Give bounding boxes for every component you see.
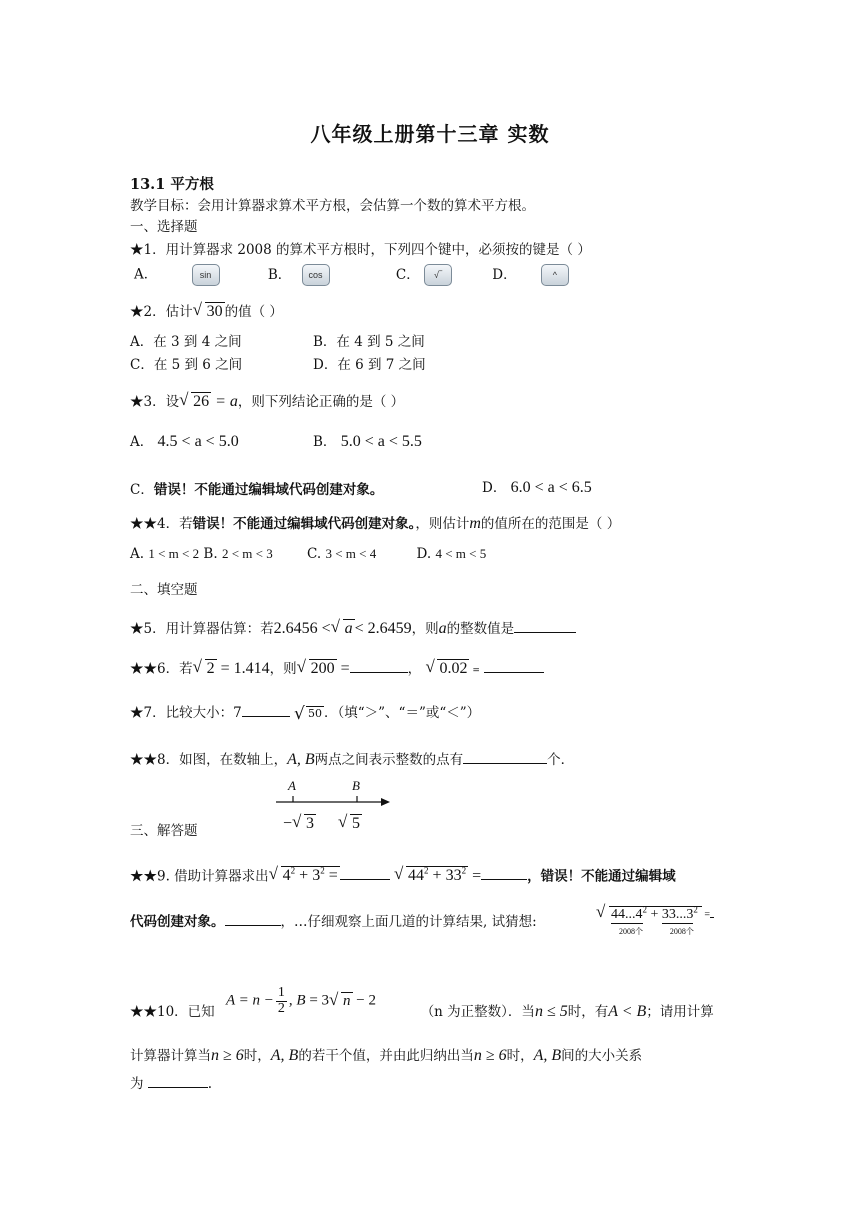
q9-base1: 4	[282, 867, 291, 885]
q2-opt-c: C．在 5 到 6 之间	[130, 357, 243, 373]
q2-pre: ★2．估计	[130, 304, 193, 320]
q6-radicand3: 0.02	[439, 660, 468, 677]
q6-stem	[130, 659, 544, 679]
q10-line2a: 计算器计算当	[130, 1048, 211, 1064]
q6-answer-blank-1[interactable]	[350, 672, 408, 673]
q9-answer-blank-3[interactable]	[225, 925, 281, 926]
q10-line2d: 时，	[506, 1048, 534, 1064]
q3-a-label: A．	[130, 434, 154, 450]
q7-answer-blank[interactable]	[242, 716, 290, 717]
q9-gexp2: 2	[693, 904, 698, 914]
q5-right: < 2.6459	[354, 620, 412, 637]
q6-sqrt2	[298, 659, 337, 679]
q5-radicand: a	[344, 620, 353, 637]
radicand-5: 5	[352, 815, 360, 832]
q7-post: ．（填“＞”、“＝”或“＜”）	[323, 705, 481, 721]
q9-count1: 2008个	[619, 926, 643, 936]
sqrt5	[339, 814, 362, 834]
part2-heading: 二、填空题	[130, 582, 198, 598]
q9-gplus: +	[647, 906, 662, 922]
q10-var-a: A	[226, 992, 235, 1009]
q9-exp4: 2	[461, 866, 467, 876]
q9-answer-blank-1[interactable]	[340, 879, 390, 880]
q4-stem	[130, 514, 620, 534]
q1-options	[134, 264, 569, 286]
q9-base4: 33	[445, 867, 462, 885]
q6-radicand1: 2	[206, 660, 215, 677]
sqrt3	[293, 814, 316, 834]
q1-opt-d: D．	[492, 266, 517, 283]
q10-eq-a: = n −	[234, 992, 274, 1009]
q9-error: ，错误！不能通过编辑域	[527, 868, 676, 885]
q10-frac-num: 1	[277, 985, 285, 1000]
q1-stem: ★1．用计算器求 2008 的算术平方根时，下列四个键中，必须按的键是（ ）	[130, 242, 591, 258]
q3-opt-a	[130, 432, 239, 452]
q10-line3-text: 为	[130, 1076, 144, 1092]
q8-pre: ★★8．如图，在数轴上，	[130, 752, 288, 768]
q9-radicand1	[281, 866, 340, 884]
q9-plus2: +	[428, 867, 446, 885]
q9-line2	[130, 914, 537, 931]
q10-line3: 为 .	[130, 1076, 213, 1092]
q10-pre: ★★10．已知	[130, 1004, 215, 1020]
q10-n-ge-6-b: n ≥ 6	[473, 1047, 507, 1064]
q10-ab-2: A, B	[533, 1047, 562, 1064]
q4-var: m	[469, 515, 481, 532]
q7-pre: ★7．比较大小：7	[130, 705, 242, 721]
q9-guess-eq: =	[701, 909, 711, 921]
q10-answer-blank[interactable]	[148, 1087, 208, 1088]
q9-answer-blank-2[interactable]	[481, 879, 527, 880]
q3-post: ，则下列结论正确的是（ ）	[237, 394, 405, 410]
number-line-arrow	[381, 798, 390, 806]
q8-points: A, B	[287, 751, 315, 768]
page-title: 八年级上册第十三章 实数	[310, 122, 550, 146]
q3-b-math: 5.0 < a < 5.5	[340, 433, 422, 450]
q10-line2c: 的若干个值，并由此归纳出当	[298, 1048, 474, 1064]
point-a-label: A	[288, 778, 296, 793]
q3-c-label: C．	[130, 482, 154, 498]
q10-line1	[130, 1002, 714, 1022]
q10-ineq: A < B	[608, 1003, 647, 1020]
objective: 教学目标：会用计算器求算术平方根，会估算一个数的算术平方根。	[130, 198, 535, 214]
q6-sqrt1	[194, 659, 217, 679]
q4-b-math: 2 < m < 3	[221, 546, 273, 561]
q4-post: 的值所在的范围是（ ）	[480, 516, 621, 532]
q1-opt-a: A．	[134, 266, 158, 283]
q4-c-label: C.	[307, 546, 322, 562]
point-b-value	[338, 814, 362, 834]
q5-mid: ，则	[411, 621, 439, 637]
q6-pre: ★★6．若	[130, 661, 193, 677]
q10-n-ge-6-a: n ≥ 6	[211, 1047, 244, 1064]
q9-group2	[661, 906, 694, 936]
q9-pre: ★★9. 借助计算器求出	[130, 868, 269, 885]
q7-radicand: 50	[307, 707, 322, 720]
q2-opt-d: D．在 6 到 7 之间	[313, 357, 426, 373]
q9-guess-radicand	[609, 904, 702, 936]
q6-radicand2: 200	[310, 660, 335, 677]
q3-radicand: 26	[193, 393, 210, 410]
q8-mid: 两点之间表示整数的点有	[314, 752, 464, 768]
q3-c-error: 错误！不能通过编辑域代码创建对象。	[153, 482, 384, 498]
q8-stem	[130, 750, 574, 770]
q9-gexp1: 2	[642, 904, 647, 914]
q3-b-label: B．	[313, 434, 337, 450]
q4-options	[130, 546, 486, 563]
q5-left: 2.6456 <	[273, 620, 331, 637]
q6-eq3: =	[469, 666, 480, 676]
q5-post: 的整数值是	[446, 621, 515, 637]
q6-answer-blank-2[interactable]	[484, 672, 544, 673]
q3-opt-b	[313, 432, 422, 452]
q1-opt-c: C．	[395, 266, 420, 283]
q3-pre: ★3．设	[130, 394, 180, 410]
neg-sign: −	[283, 815, 293, 832]
q6-comma: ，	[407, 661, 422, 677]
section-heading: 13.1 平方根	[130, 176, 214, 193]
q9-digits2: 33...3	[661, 906, 694, 922]
q4-a-label: A.	[130, 546, 145, 562]
q9-exp2: 2	[320, 866, 325, 876]
q10-var-b: B	[296, 992, 306, 1009]
q5-answer-blank[interactable]	[514, 632, 576, 633]
q5-stem	[130, 619, 576, 639]
q5-sqrt	[332, 619, 355, 639]
cos-key-icon: cos	[302, 264, 330, 286]
q10-defs: A = n − $\frac{1}{2}$ , B = 3√ n − 2	[226, 986, 376, 1016]
q9-answer-blank-4[interactable]	[710, 917, 714, 918]
q7-stem	[130, 705, 480, 722]
q4-error: 错误！不能通过编辑域代码创建对象。	[192, 516, 416, 532]
q10-line2b: 时，	[243, 1048, 271, 1064]
q9-eq1: =	[324, 867, 338, 885]
q8-answer-blank[interactable]	[463, 763, 547, 764]
q3-sqrt	[180, 392, 211, 412]
q3-a-math: 4.5 < a < 5.0	[157, 433, 239, 450]
q3-opt-d	[482, 478, 592, 498]
q10-cond: （n 为正整数）．当	[420, 1004, 535, 1020]
q9-digits1: 44...4	[611, 906, 643, 922]
q1-opt-b: B．	[267, 266, 292, 283]
part1-heading: 一、选择题	[130, 219, 198, 235]
q6-mid: ，则	[269, 661, 297, 677]
q9-plus1: +	[295, 867, 313, 885]
point-a-value	[283, 814, 316, 834]
q3-opt-c	[130, 482, 383, 499]
q9-sqrt2	[395, 866, 468, 886]
q6-sqrt3	[426, 659, 469, 679]
q9-guess-prompt: ，…仔细观察上面几道的计算结果, 试猜想:	[280, 914, 537, 930]
q6-eq1: = 1.414	[216, 660, 270, 677]
q10-radicand-n: n	[343, 992, 351, 1009]
q10-ab-1: A, B	[270, 1047, 299, 1064]
q4-b-label: B.	[203, 546, 218, 562]
q4-pre: ★★4．若	[130, 516, 193, 532]
q9-eq2: =	[468, 867, 482, 885]
q9-guess-sqrt	[597, 904, 702, 936]
q10-ask: ；请用计算	[646, 1004, 714, 1020]
q3-eq: = a	[211, 393, 238, 410]
q9-line1	[130, 866, 676, 886]
q4-d-math: 4 < m < 5	[435, 546, 487, 561]
q3-d-label: D．	[482, 480, 507, 496]
q4-a-math: 1 < m < 2	[148, 546, 200, 561]
q9-guess-expr	[596, 904, 714, 936]
q5-var: a	[438, 620, 447, 637]
q4-c-math: 3 < m < 4	[325, 546, 377, 561]
q8-post: 个．	[547, 752, 575, 768]
q4-mid: ，则估计	[415, 516, 470, 532]
q2-sqrt	[194, 302, 225, 322]
q2-stem	[130, 302, 283, 322]
q9-exp3: 2	[424, 866, 429, 876]
q9-count2: 2008个	[669, 926, 694, 936]
q3-d-math: 6.0 < a < 6.5	[510, 479, 592, 496]
part3-heading: 三、解答题	[130, 823, 198, 839]
q9-radicand2	[406, 866, 468, 884]
q9-exp1: 2	[290, 866, 296, 876]
q9-base3: 44	[408, 867, 425, 885]
q9-base2: 3	[312, 867, 321, 885]
sqrt-key-icon: √‾	[424, 264, 452, 286]
q10-when: 时，有	[567, 1004, 609, 1020]
q10-minus2: − 2	[352, 992, 377, 1009]
q9-error-cont: 代码创建对象。	[130, 914, 225, 930]
q2-radicand: 30	[206, 303, 223, 320]
q9-group1	[611, 906, 643, 936]
q7-sqrt	[295, 707, 324, 721]
q5-pre: ★5．用计算器估算：若	[130, 621, 274, 637]
q10-frac-den: 2	[277, 1000, 285, 1016]
q10-line2	[130, 1046, 642, 1066]
caret-key-icon: ^	[541, 264, 569, 286]
q2-opt-a: A．在 3 到 4 之间	[130, 334, 242, 350]
q10-n-le-5: n ≤ 5	[534, 1003, 568, 1020]
q4-d-label: D.	[416, 546, 432, 562]
q10-line2e: 间的大小关系	[561, 1048, 643, 1064]
radicand-3: 3	[306, 815, 315, 832]
q10-eq-b: = 3	[305, 992, 330, 1009]
q3-stem	[130, 392, 404, 412]
sin-key-icon: sin	[192, 264, 220, 286]
q2-opt-b: B．在 4 到 5 之间	[313, 334, 425, 350]
q2-post: 的值（ ）	[224, 304, 283, 320]
q9-sqrt1	[270, 866, 340, 886]
q6-eq2: =	[336, 660, 350, 677]
point-b-label: B	[352, 778, 360, 793]
